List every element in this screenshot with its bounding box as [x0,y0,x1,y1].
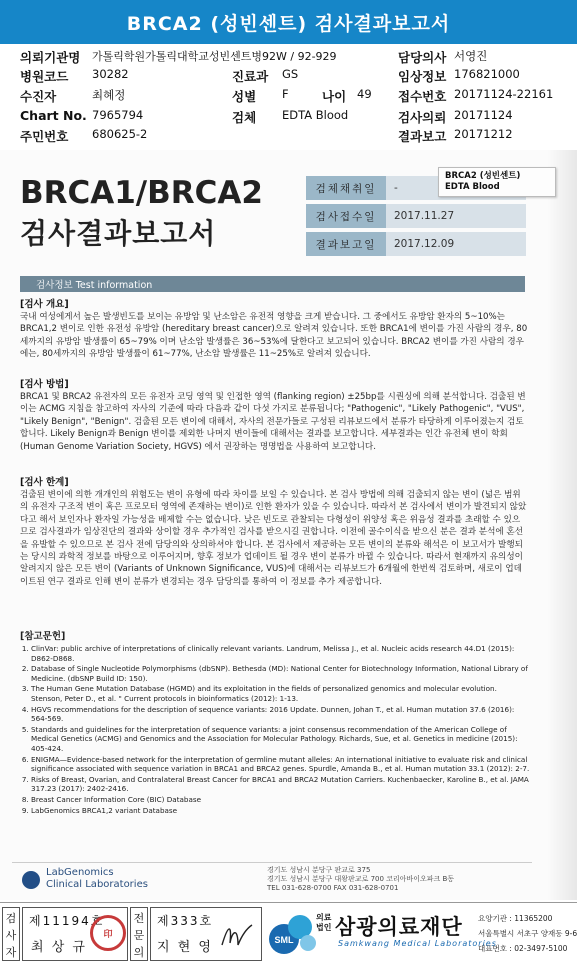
overview-heading: [검사 개요] [20,299,69,310]
patient-label: 수진자 [20,89,57,104]
org-contact: 요양기관 : 11365200 서울특별시 서초구 양재동 9-6 대표번호 : 02-3497-5100 [478,914,577,953]
info-row-5 [0,127,577,146]
doctor-value: 서영진 [454,49,488,63]
report-title-band [0,0,577,44]
receipt-value: 20171124-22161 [454,87,554,101]
meta-value: 2017.11.27 [386,204,526,228]
specialist-label: 전문의 [130,907,148,961]
report-title: BRCA2 (성빈센트) 검사결과보고서 [126,12,451,35]
method-text: BRCA1 및 BRCA2 유전자의 모든 유전자 코딩 영역 및 인접한 영역 (flanking region) ±25bp를 시퀀싱에 의해 분석합니다. 검출된 변이는 ACMG 지침을 참고하여 자사의 기준에 따라 다음과 같이 다섯 가지로 분류됩니다; "Pathogenic", "Likely Pathogenic", "VUS", "Likely Benign", "Benign". 검출된 모든 변이에 대해서, 자사의 전문가들로 구성된 리뷰보드에서 분류가 타당하게 이루어졌는지 검토합니다. Likely Benign과 Benign 변이를 제외한 나머지 변이들에 대해서는 결과를 보고합니다. 세부결과는 인간 유전체 변이 학회 (Human Genome Variation Society, HGVS) 에서 권장하는 명명법을 사용하여 보고합니다. [20,392,526,452]
sex-label: 성별 [232,89,257,104]
meta-label: 결과보고일 [306,232,386,256]
hospital-label: 의뢰기관명 [20,50,81,65]
org-name: 삼광의료재단 [335,915,463,939]
sml-logo-icon [268,909,318,959]
reference-item: 5. Standards and guidelines for the interpretation of sequence variants: a joint consensus recommendation of the American College of Medical Genetics (ACMG) and Genomics and the Association for Molecular Pathology. Richards, Sue, et al. Genetics in medicine (2015): 405-424. [31,725,530,754]
method-section [20,378,528,453]
lab-address: 경기도 성남시 분당구 판교로 375 경기도 성남시 분당구 대왕판교로 700 코리아바이오파크 B동 TEL 031-628-0700 FAX 031-628-0701 [267,866,455,892]
reference-item: 2. Database of Single Nucleotide Polymorphisms (dbSNP). Bethesda (MD): National Center for Biotechnology Information, National Library of Medicine. (dbSNP Build ID: 150). [31,664,530,683]
chart-no-label: Chart No. [20,108,87,123]
meta-row [306,204,526,228]
overview-section [20,298,528,361]
report-date-label: 결과보고 [398,129,447,144]
reference-item: 1. ClinVar: public archive of interpretations of clinically relevant variants. Landrum, Melissa J., et al. Nucleic acids research 44.D1 (2015): D862-D868. [31,644,530,663]
code-label: 병원코드 [20,69,69,84]
reference-item: 3. The Human Gene Mutation Database (HGMD) and its exploitation in the fields of personalized genomics and molecular evolution. Stenson, Peter D., et al. " Current protocols in bioinformatics (2012): 1-13. [31,684,530,703]
limit-text: 검출된 변이에 의한 개개인의 위험도는 변이 유형에 따라 차이를 보일 수 있습니다. 본 검사 방법에 의해 검출되지 않는 변이 (넓은 범위의 유전자 구조적 변이 혹은 프로모터 영역에 존재하는 변이)로 인한 환자가 있을 수 있습니다. 따라서 본 검사에서 변이가 발견되지 않았다고 해서 보인자나 환자일 가능성을 배제할 수는 없습니다. 낮은 빈도로 관찰되는 다형성이 위양성 혹은 위음성 결과를 초래할 수 있으므로 검사결과가 임상진단의 결과와 상이할 경우 추가적인 검사를 받으시길 권합니다. 이전에 골수이식을 받으신 분은 결과 분석에 혼선을 유발할 수 있으므로 본 검사 전에 담당의와 상의하셔야 합니다. 본 검사에서 제공하는 모든 변이의 분류와 해석은 이 보고서가 발행되는 당시의 과학적 정보를 바탕으로 이루어지며, 향후 정보가 업데이트 될 경우 변이 분류가 바뀔 수 있습니다. 따라서 현재까지 유의성이 알려지지 않은 모든 변이 (Variants of Unknown Significance, VUS)에 대해서는 리뷰보드가 6개월에 한번씩 검토하며, 새로이 업데이트된 연구 결과로 인해 변이 분류가 변경되는 경우 담당의를 통하여 이 정보를 추가 제공합니다. [20,490,527,587]
lab-name: LabGenomics Clinical Laboratories [46,867,148,890]
sticker-line1: BRCA2 (성빈센트) [445,171,521,181]
specimen-label: 검체 [232,110,257,125]
code-value: 30282 [92,67,129,81]
reference-item: 9. LabGenomics BRCA1,2 variant Database [31,806,530,816]
meta-value: 2017.12.09 [386,232,526,256]
clinical-label: 임상정보 [398,69,447,84]
meta-label: 검체채취일 [306,176,386,200]
scanned-report [0,150,577,900]
info-row-4 [0,108,577,127]
receipt-label: 접수번호 [398,89,447,104]
meta-value: - [386,176,526,200]
overview-text: 국내 여성에게서 높은 발생빈도를 보이는 유방암 및 난소암은 유전적 영향을 크게 받습니다. 그 중에서도 유방암 환자의 5~10%는 BRCA1,2 변이로 인한 유전성 유방암 (hereditary breast cancer)으로 알려져 있습니다. 또한 BRCA1에 변이를 가진 사람의 경우, 80세까지의 유방암 발생률이 65~79% 이며 난소암 발생률은 36~53%에 달한다고 보고되어 있습니다. BRCA2 변이를 가진 사람의 경우에는, 80세까지의 유방암 발생률이 61~77%, 난소암 발생률은 11~25%로 알려져 있습니다. [20,312,528,360]
reference-item: 8. Breast Cancer Information Core (BIC) Database [31,795,530,805]
method-heading: [검사 방법] [20,379,69,390]
references-list [20,644,530,815]
sex-value: F [282,87,289,101]
clinical-value: 176821000 [454,67,520,81]
chart-no-value: 7965794 [92,108,144,122]
org-subtitle: Samkwang Medical Laboratories [338,939,497,948]
limit-heading: [검사 한계] [20,477,69,488]
reference-item: 6. ENIGMA—Evidence-based network for the interpretation of germline mutant alleles: An international initiative to evaluate risk and clinical significance associated with sequence variation in BRCA1 and BRCA2 genes. Spurdle, Amanda B., et al. Human mutation 33.1 (2012): 2-7. [31,755,530,774]
reference-item: 4. HGVS recommendations for the description of sequence variants: 2016 Update. Dunnen, Johan T., et al. Human mutation 37.6 (2016): 564-569. [31,705,530,724]
signature-area [0,902,577,963]
test-info-section-bar: 검사정보 Test information [20,276,525,292]
specialist-id: 제333호 [157,914,214,928]
examiner-label: 검사자 [2,907,20,961]
signature-scribble-icon [218,915,258,955]
age-value: 49 [357,87,372,101]
limit-section [20,476,528,588]
specimen-value: EDTA Blood [282,108,349,122]
report-date-value: 20171212 [454,127,513,141]
labgenomics-logo-icon [22,871,40,889]
info-row-1 [0,48,577,67]
examiner-seal-icon: 印 [90,915,126,951]
request-value: 20171124 [454,108,513,122]
examiner-id: 제11194호 [29,914,105,928]
specimen-sticker [438,167,556,197]
specialist-name: 지 현 영 [157,940,213,955]
doctor-label: 담당의사 [398,50,447,65]
dept-label: 진료과 [232,69,269,84]
meta-row [306,232,526,256]
order-info [0,44,577,148]
sticker-line2: EDTA Blood [445,182,500,192]
resident-value: 680625-2 [92,127,148,141]
org-prefix: 의료법인 [316,913,332,932]
meta-label: 검사접수일 [306,204,386,228]
references-section [20,630,530,816]
report-heading-line2: 검사결과보고서 [20,217,217,250]
patient-value: 최혜정 [92,88,126,102]
reference-item: 7. Risks of Breast, Ovarian, and Contralateral Breast Cancer for BRCA1 and BRCA2 Mutation Carriers. Kuchenbaecker, Karoline B., et al. JAMA 317.23 (2017): 2402-2416. [31,775,530,794]
examiner-name: 최 상 규 [31,940,87,955]
references-heading: [참고문헌] [20,631,66,642]
age-label: 나이 [322,89,347,104]
info-row-3 [0,87,577,106]
lab-footer [12,862,532,898]
request-label: 검사의뢰 [398,110,447,125]
resident-label: 주민번호 [20,129,69,144]
info-row-2 [0,67,577,86]
dept-value: GS [282,67,299,81]
hospital-value: 가톨릭학원가톨릭대학교성빈센트병92W / 92-929 [92,50,337,63]
report-heading-line1: BRCA1/BRCA2 [20,175,263,211]
svg-text:SML: SML [274,935,294,945]
